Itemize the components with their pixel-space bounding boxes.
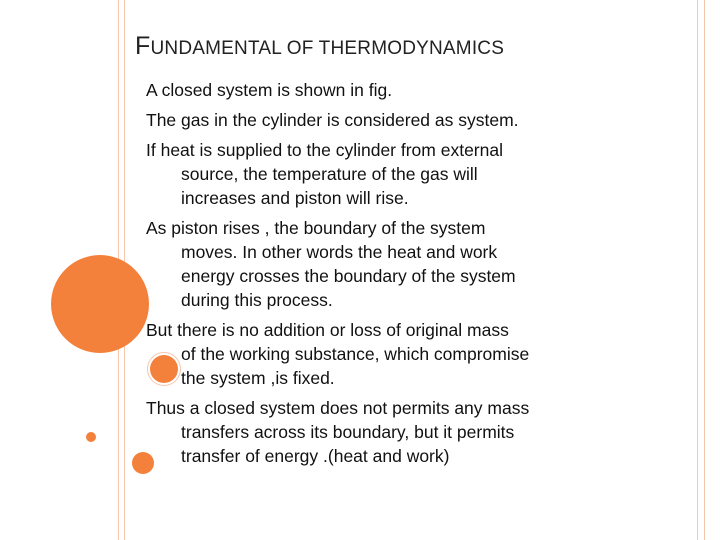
bullet-item: [146, 318, 636, 390]
decorative-circle-large: [51, 255, 149, 353]
bullet-line: source, the temperature of the gas will: [181, 164, 478, 184]
bullet-line: As piston rises , the boundary of the system: [146, 218, 486, 238]
bullet-line: of the working substance, which compromise: [181, 344, 530, 364]
bullet-line: increases and piston will rise.: [181, 188, 409, 208]
slide-title-initial: F: [135, 32, 151, 60]
bullet-line: transfer of energy .(heat and work): [181, 446, 450, 466]
bullet-item: [146, 108, 636, 132]
decorative-circle-tiny: [86, 432, 96, 442]
bullet-line: during this process.: [181, 290, 333, 310]
bullet-line: transfers across its boundary, but it permits: [181, 422, 515, 442]
bullet-line: Thus a closed system does not permits any mass: [146, 398, 530, 418]
slide-title: [135, 32, 504, 61]
bullet-item: [146, 138, 636, 210]
bullet-line: the system ,is fixed.: [181, 368, 335, 388]
bullet-list: [146, 78, 636, 474]
bullet-line: But there is no addition or loss of original mass: [146, 320, 509, 340]
bullet-item: [146, 216, 636, 312]
bullet-line: A closed system is shown in fig.: [146, 80, 393, 100]
decorative-line-right: [697, 0, 698, 540]
bullet-line: The gas in the cylinder is considered as system.: [146, 110, 519, 130]
decorative-line-right-outer: [704, 0, 705, 540]
bullet-item: [146, 78, 636, 102]
slide-title-rest: UNDAMENTAL OF THERMODYNAMICS: [150, 38, 505, 59]
bullet-line: moves. In other words the heat and work: [181, 242, 498, 262]
bullet-item: [146, 396, 636, 468]
bullet-line: energy crosses the boundary of the system: [181, 266, 516, 286]
bullet-line: If heat is supplied to the cylinder from external: [146, 140, 503, 160]
